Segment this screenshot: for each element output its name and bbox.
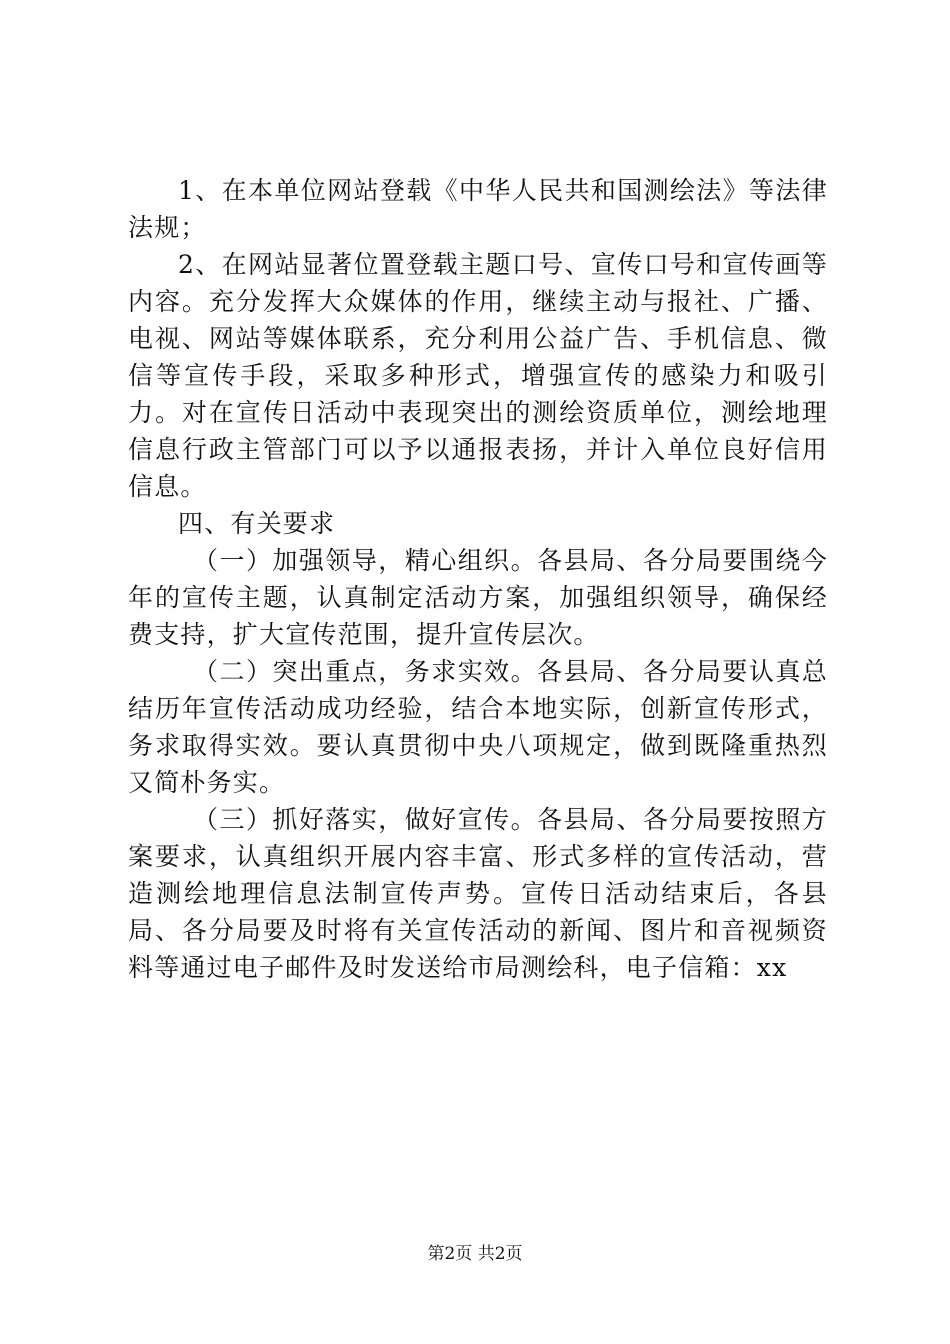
document-body: [128, 172, 828, 986]
paragraph-item-2: 2、在网站显著位置登载主题口号、宣传口号和宣传画等内容。充分发挥大众媒体的作用，继续主动与报社、广播、电视、网站等媒体联系，充分利用公益广告、手机信息、微信等宣传手段，采取多种形式，增强宣传的感染力和吸引力。对在宣传日活动中表现突出的测绘资质单位，测绘地理信息行政主管部门可以予以通报表扬，并计入单位良好信用信息。: [128, 250, 828, 501]
page-footer: [0, 1243, 950, 1265]
paragraph-requirement-1: （一）加强领导，精心组织。各县局、各分局要围绕今年的宣传主题，认真制定活动方案，加强组织领导，确保经费支持，扩大宣传范围，提升宣传层次。: [128, 546, 828, 649]
paragraph-requirement-2: （二）突出重点，务求实效。各县局、各分局要认真总结历年宣传活动成功经验，结合本地实际，创新宣传形式，务求取得实效。要认真贯彻中央八项规定，做到既隆重热烈又简朴务实。: [128, 657, 828, 797]
paragraph-item-1: 1、在本单位网站登载《中华人民共和国测绘法》等法律法规；: [128, 176, 828, 242]
section-heading-requirements: 四、有关要求: [178, 509, 336, 538]
paragraph-requirement-3: （三）抓好落实，做好宣传。各县局、各分局要按照方案要求，认真组织开展内容丰富、形式多样的宣传活动，营造测绘地理信息法制宣传声势。宣传日活动结束后，各县局、各分局要及时将有关宣传活动的新闻、图片和音视频资料等通过电子邮件及时发送给市局测绘科，电子信箱：xx: [128, 805, 828, 982]
page-number: 第2页: [427, 1244, 473, 1264]
page-total: 共2页: [477, 1244, 523, 1264]
